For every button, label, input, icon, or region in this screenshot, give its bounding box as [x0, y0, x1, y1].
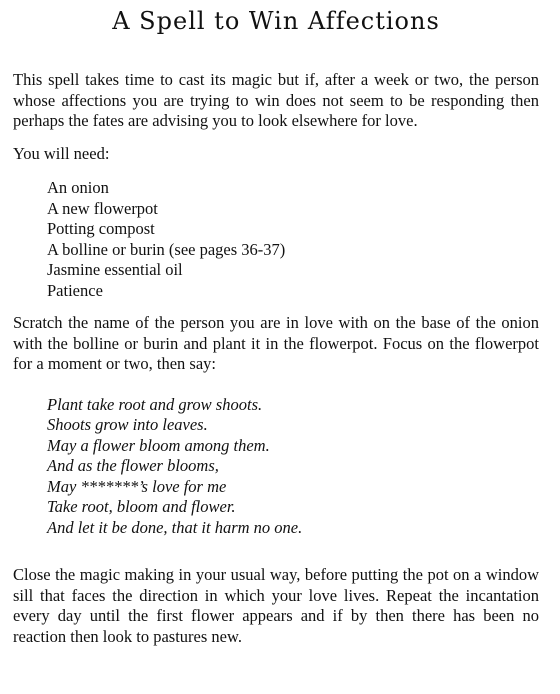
ingredient-item: Jasmine essential oil: [47, 260, 183, 279]
ingredient-item: Potting compost: [47, 219, 155, 238]
intro-paragraph: This spell takes time to cast its magic but if, after a week or two, the person whose affections you are trying to win does not seem to be responding then perhaps the fates are advising you to look elsewhere for love.: [13, 70, 539, 130]
incantation-line: Plant take root and grow shoots.: [47, 394, 263, 414]
ingredients-list: [47, 178, 539, 301]
instructions-paragraph: Scratch the name of the person you are in love with on the base of the onion with the bolline or burin and plant it in the flowerpot. Focus on the flowerpot for a moment or two, then say:: [13, 313, 539, 373]
incantation-line: May a flower bloom among them.: [47, 435, 270, 455]
ingredient-item: An onion: [47, 178, 109, 197]
ingredient-item: A bolline or burin (see pages 36-37): [47, 239, 286, 259]
needs-label: You will need:: [13, 143, 110, 163]
incantation-verse: [47, 395, 539, 539]
incantation-line: And as the flower blooms,: [47, 456, 219, 475]
document-page: [13, 0, 539, 647]
incantation-line: Shoots grow into leaves.: [47, 415, 208, 434]
ingredient-item: Patience: [47, 280, 103, 300]
closing-paragraph: Close the magic making in your usual way, before putting the pot on a window sill that faces the direction in which your love lives. Repeat the incantation every day until the first flower appears and if by then there has been no reaction then look to pastures new.: [13, 565, 539, 646]
ingredient-item: A new flowerpot: [47, 198, 158, 218]
incantation-line: And let it be done, that it harm no one.: [47, 517, 303, 537]
incantation-line: Take root, bloom and flower.: [47, 497, 236, 516]
incantation-line: May *******’s love for me: [47, 476, 227, 496]
page-title: A Spell to Win Affections: [112, 7, 440, 35]
